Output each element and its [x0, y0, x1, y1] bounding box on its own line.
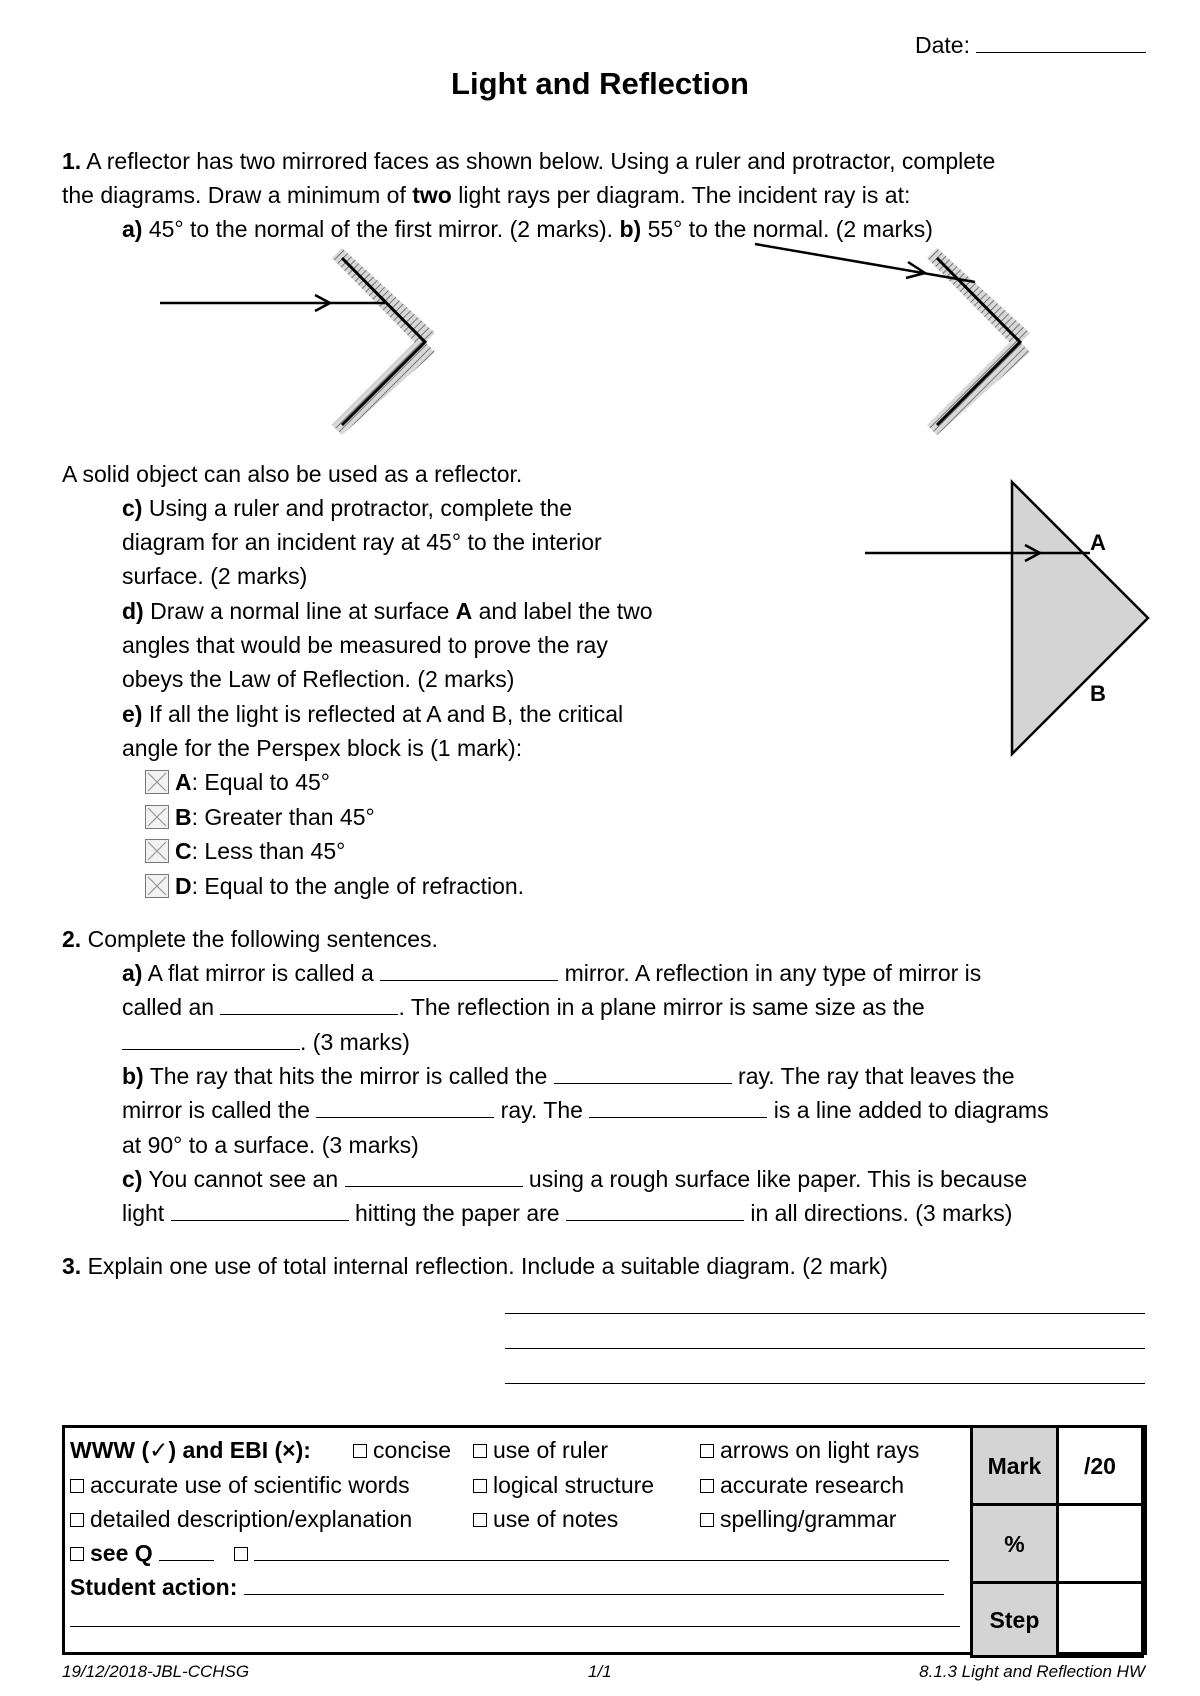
feedback-item-description[interactable]: detailed description/explanation [70, 1502, 412, 1536]
footer-left: 19/12/2018-JBL-CCHSG [62, 1662, 250, 1681]
prism-diagram [850, 470, 1160, 770]
blank-field[interactable] [345, 1164, 523, 1187]
student-action[interactable]: Student action: [70, 1570, 944, 1604]
mark-label: Mark [972, 1427, 1058, 1505]
blank-field[interactable] [171, 1198, 349, 1221]
option-c[interactable]: C: Less than 45° [145, 834, 345, 868]
feedback-item-scientific-words[interactable]: accurate use of scientific words [70, 1468, 410, 1502]
q2b-line3: at 90° to a surface. (3 marks) [122, 1132, 419, 1158]
q2b-line1: b) The ray that hits the mirror is called the ray. The ray that leaves the [122, 1063, 1015, 1089]
percent-label: % [972, 1505, 1058, 1583]
q2a-line2: called an . The reflection in a plane mirror is same size as the [122, 994, 925, 1020]
q1c-line3: surface. (2 marks) [122, 563, 308, 589]
option-b[interactable]: B: Greater than 45° [145, 800, 375, 834]
blank-field[interactable] [122, 1027, 300, 1050]
student-action-line[interactable] [70, 1626, 960, 1627]
checkbox-icon[interactable] [145, 770, 169, 794]
surface-a-label: A [1090, 530, 1106, 555]
q1d-line1: d) Draw a normal line at surface A and label the two [122, 598, 653, 624]
feedback-row1: WWW (✓) and EBI (×): [70, 1437, 311, 1463]
q2b-line2: mirror is called the ray. The is a line added to diagrams [122, 1097, 1049, 1123]
solid-intro: A solid object can also be used as a reflector. [62, 461, 523, 487]
q1e-line2: angle for the Perspex block is (1 mark): [122, 735, 523, 761]
footer-center: 1/1 [588, 1662, 612, 1681]
q1d-line2: angles that would be measured to prove the ray [122, 632, 608, 658]
mirror-a [160, 248, 435, 435]
q1e-line1: e) If all the light is reflected at A and B, the critical [122, 701, 624, 727]
q2c-line2: light hitting the paper are in all directions. (3 marks) [122, 1200, 1013, 1226]
q2a-line1: a) A flat mirror is called a mirror. A reflection in any type of mirror is [122, 960, 982, 986]
percent-value[interactable] [1057, 1505, 1142, 1583]
q2-intro: 2. Complete the following sentences. [62, 926, 438, 952]
q1c-line1: c) Using a ruler and protractor, complete the [122, 495, 573, 521]
answer-line[interactable] [505, 1313, 1145, 1314]
q1-line2: the diagrams. Draw a minimum of two light rays per diagram. The incident ray is at: [62, 182, 911, 208]
blank-field[interactable] [380, 958, 558, 981]
option-a[interactable]: A: Equal to 45° [145, 765, 330, 799]
q1-ab-line: a) 45° to the normal of the first mirror. (2 marks). b) 55° to the normal. (2 marks) [122, 216, 933, 242]
perspex-prism [1012, 482, 1148, 754]
feedback-item-arrows[interactable]: arrows on light rays [700, 1433, 919, 1467]
feedback-item-spelling[interactable]: spelling/grammar [700, 1502, 896, 1536]
feedback-item-research[interactable]: accurate research [700, 1468, 904, 1502]
q1-line1: 1. A reflector has two mirrored faces as shown below. Using a ruler and protractor, complete [62, 148, 996, 174]
answer-line[interactable] [505, 1383, 1145, 1384]
date-label: Date: [915, 32, 970, 58]
checkbox-icon[interactable] [145, 839, 169, 863]
blank-field[interactable] [220, 992, 398, 1015]
feedback-item-notes[interactable]: use of notes [473, 1502, 618, 1536]
date-field [915, 28, 1146, 62]
feedback-item-concise[interactable]: concise [353, 1433, 451, 1467]
q2a-line3: . (3 marks) [122, 1025, 410, 1059]
step-label: Step [972, 1583, 1058, 1657]
answer-line[interactable] [505, 1348, 1145, 1349]
checkbox-icon[interactable] [145, 874, 169, 898]
page-title: Light and Reflection [451, 66, 749, 101]
option-d[interactable]: D: Equal to the angle of refraction. [145, 869, 524, 903]
blank-field[interactable] [316, 1095, 494, 1118]
blank-field[interactable] [566, 1198, 744, 1221]
mark-table [970, 1425, 1144, 1658]
date-blank[interactable] [976, 30, 1146, 53]
surface-b-label: B [1090, 681, 1106, 706]
feedback-item-ruler[interactable]: use of ruler [473, 1433, 608, 1467]
feedback-item-logical[interactable]: logical structure [473, 1468, 654, 1502]
mark-value[interactable]: /20 [1057, 1427, 1142, 1505]
mirror-diagrams [0, 240, 1200, 450]
step-value[interactable] [1057, 1583, 1142, 1657]
feedback-box [62, 1425, 1147, 1655]
q1c-line2: diagram for an incident ray at 45° to the interior [122, 529, 602, 555]
q2c-line1: c) You cannot see an using a rough surface like paper. This is because [122, 1166, 1028, 1192]
feedback-see-q[interactable]: see Q [70, 1536, 949, 1570]
checkbox-icon[interactable] [145, 805, 169, 829]
blank-field[interactable] [589, 1095, 767, 1118]
footer-right: 8.1.3 Light and Reflection HW [919, 1662, 1145, 1681]
blank-field[interactable] [554, 1061, 732, 1084]
q3-question: 3. Explain one use of total internal reflection. Include a suitable diagram. (2 mark) [62, 1253, 888, 1279]
mirror-b [755, 244, 1030, 435]
q1d-line3: obeys the Law of Reflection. (2 marks) [122, 666, 515, 692]
